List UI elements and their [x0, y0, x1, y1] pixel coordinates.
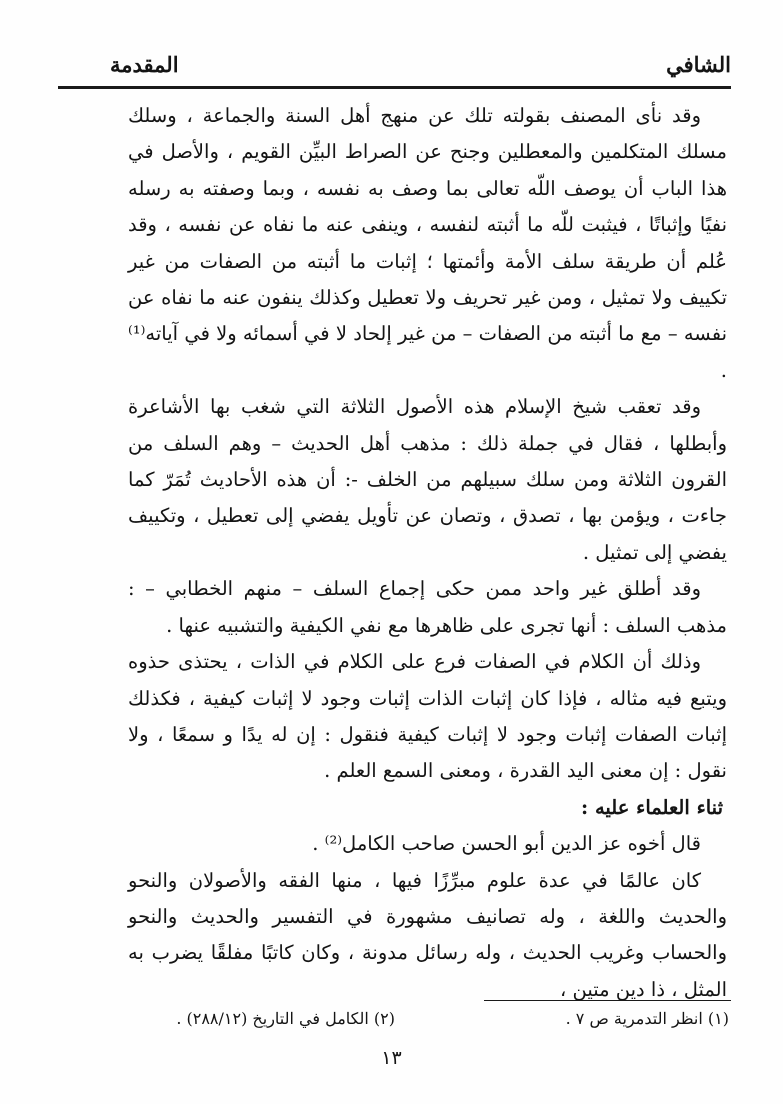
running-header-section: المقدمة: [110, 52, 179, 77]
paragraph: وقد نأى المصنف بقولته تلك عن منهج أهل السنة والجماعة ، وسلك مسلك المتكلمين والمعطلين وجنح عن الصراط البيِّن القويم ، والأصل في هذا الباب أن يوصف اللّه تعالى بما وصف به نفسه ، وبما وصفته به رسله نفيًا وإثباتًا ، فيثبت للّه ما أثبته لنفسه ، وينفى عنه ما نفاه عن نفسه ، وقد عُلم أن طريقة سلف الأمة وأئمتها ؛ إثبات ما أثبته من الصفات من غير تكييف ولا تمثيل ، ومن غير تحريف ولا تعطيل وكذلك ينفون عنه ما نفاه عن نفسه – مع ما أثبته من الصفات – من غير إلحاد لا في أسمائه ولا في آياته⁽¹⁾ .: [128, 104, 727, 382]
paragraph: كان عالمًا في عدة علوم مبرِّزًا فيها ، منها الفقه والأصولان والنحو والحديث واللغة ، وله تصانيف مشهورة في التفسير والحديث والنحو والحساب وغريب الحديث ، وله رسائل مدونة ، وكان كاتبًا مفلقًا يضرب به المثل ، ذا دين متين ،: [128, 868, 727, 1001]
main-text: [128, 98, 727, 1008]
section-heading: ثناء العلماء عليه :: [580, 795, 723, 819]
page-number: ١٣: [381, 1047, 402, 1069]
footnote: (١) انظر التدمرية ص ٧ .: [565, 1009, 729, 1028]
paragraph: وقد تعقب شيخ الإسلام هذه الأصول الثلاثة التي شغب بها الأشاعرة وأبطلها ، فقال في جملة ذلك : مذهب أهل الحديث – وهم السلف من القرون الثلاثة ومن سلك سبيلهم من الخلف -: أن هذه الأحاديث تُمَرّ كما جاءت ، ويؤمن بها ، تصدق ، وتصان عن تأويل يفضي إلى تعطيل ، وتكييف يفضي إلى تمثيل .: [128, 395, 727, 564]
paragraph: وذلك أن الكلام في الصفات فرع على الكلام في الذات ، يحتذى حذوه ويتبع فيه مثاله ، فإذا كان إثبات الذات إثبات وجود لا إثبات كيفية ، فكذلك إثبات الصفات إثبات وجود لا إثبات كيفية فنقول : إن له يدًا و سمعًا ، ولا نقول : إن معنى اليد القدرة ، ومعنى السمع العلم .: [128, 650, 727, 783]
header-divider: [58, 86, 731, 89]
paragraph: قال أخوه عز الدين أبو الحسن صاحب الكامل⁽²⁾ .: [312, 832, 701, 856]
running-header-title: الشافي: [666, 52, 731, 77]
footnote-divider: [484, 1000, 731, 1001]
paragraph: وقد أطلق غير واحد ممن حكى إجماع السلف – منهم الخطابي – : مذهب السلف : أنها تجرى على ظاهرها مع نفي الكيفية والتشبيه عنها .: [128, 577, 727, 637]
footnote: (٢) الكامل في التاريخ (٢٨٨/١٢) .: [176, 1009, 395, 1028]
